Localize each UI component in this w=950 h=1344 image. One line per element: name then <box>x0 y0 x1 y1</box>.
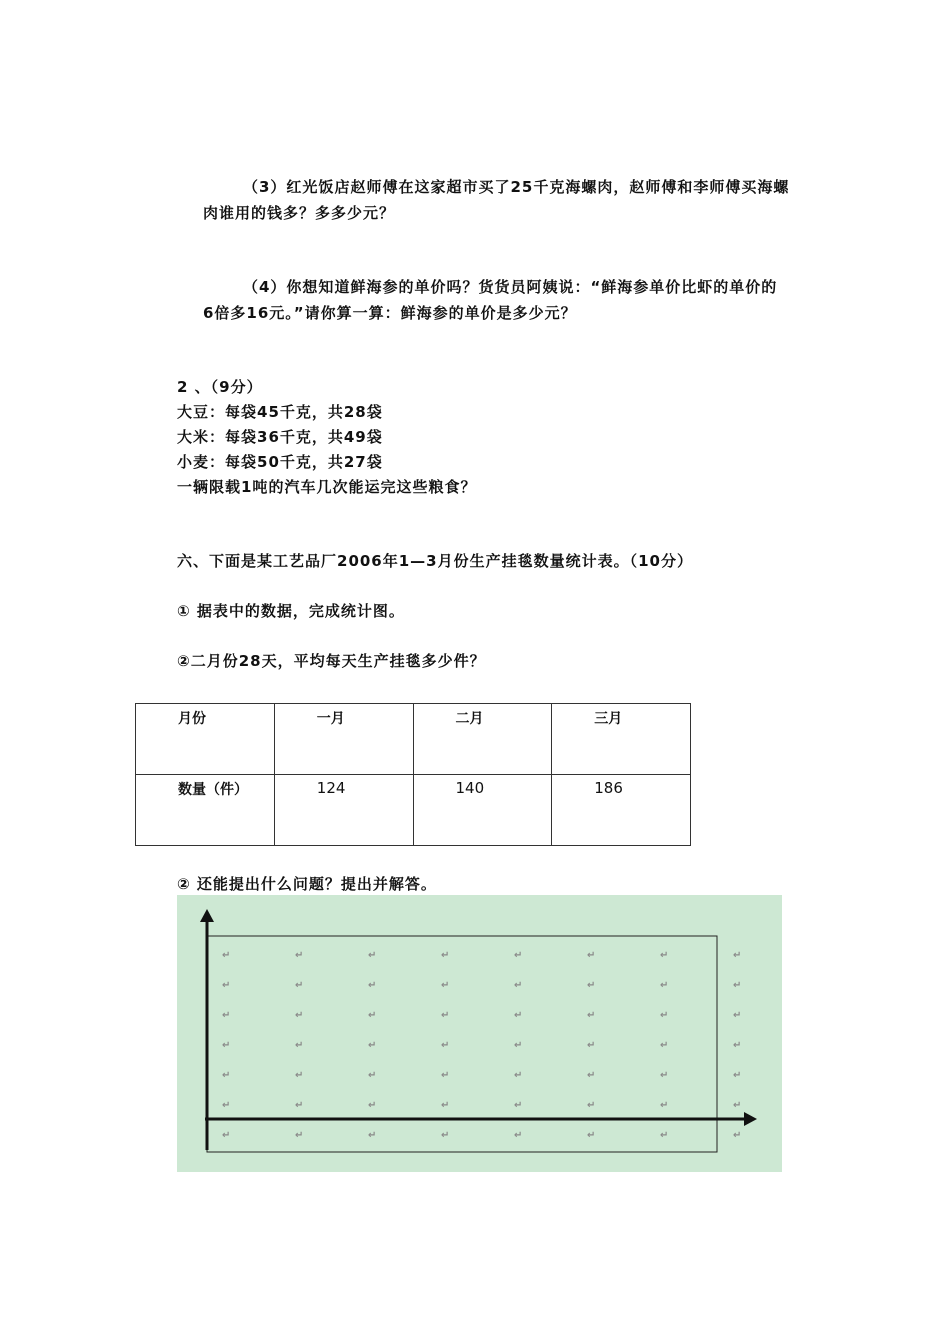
q3-line1: （3）红光饭店赵师傅在这家超市买了25千克海螺肉，赵师傅和李师傅买海螺 <box>243 178 790 196</box>
paragraph-mark: ↵ <box>587 1010 596 1021</box>
q4-line1: （4）你想知道鲜海参的单价吗？货货员阿姨说：“鲜海参单价比虾的单价的 <box>243 278 778 296</box>
paragraph-mark: ↵ <box>587 1040 596 1051</box>
paragraph-mark: ↵ <box>587 1100 596 1111</box>
paragraph-mark: ↵ <box>587 980 596 991</box>
paragraph-mark: ↵ <box>222 1130 231 1141</box>
table-cell: 140 <box>413 775 552 846</box>
table-header-cell: 三月 <box>552 704 691 775</box>
paragraph-mark: ↵ <box>222 1010 231 1021</box>
problem2-soybean: 大豆：每袋45千克，共28袋 <box>177 403 383 421</box>
problem2-heading: 2 、（9分） <box>177 378 263 396</box>
paragraph-mark: ↵ <box>733 1100 742 1111</box>
problem2-question: 一辆限载1吨的汽车几次能运完这些粮食？ <box>177 478 477 496</box>
paragraph-mark: ↵ <box>660 1100 669 1111</box>
paragraph-mark: ↵ <box>514 1070 523 1081</box>
paragraph-mark: ↵ <box>660 950 669 961</box>
table-cell: 186 <box>552 775 691 846</box>
paragraph-mark: ↵ <box>587 950 596 961</box>
section6-task1: ① 据表中的数据，完成统计图。 <box>177 602 405 620</box>
paragraph-mark: ↵ <box>441 1130 450 1141</box>
paragraph-mark: ↵ <box>222 1100 231 1111</box>
table-cell: 124 <box>274 775 413 846</box>
paragraph-mark: ↵ <box>514 1010 523 1021</box>
paragraph-mark: ↵ <box>222 1040 231 1051</box>
paragraph-mark: ↵ <box>660 1040 669 1051</box>
problem2-rice: 大米：每袋36千克，共49袋 <box>177 428 383 446</box>
paragraph-mark: ↵ <box>368 950 377 961</box>
paragraph-mark: ↵ <box>660 980 669 991</box>
paragraph-mark: ↵ <box>514 1130 523 1141</box>
paragraph-mark: ↵ <box>222 950 231 961</box>
paragraph-mark: ↵ <box>660 1070 669 1081</box>
paragraph-mark: ↵ <box>441 1040 450 1051</box>
paragraph-mark: ↵ <box>368 1100 377 1111</box>
paragraph-mark: ↵ <box>295 1040 304 1051</box>
paragraph-mark: ↵ <box>368 1070 377 1081</box>
paragraph-mark: ↵ <box>660 1010 669 1021</box>
paragraph-mark: ↵ <box>587 1070 596 1081</box>
paragraph-mark: ↵ <box>733 1070 742 1081</box>
problem2-wheat: 小麦：每袋50千克，共27袋 <box>177 453 383 471</box>
y-axis-arrow <box>200 909 214 922</box>
table-header-cell: 一月 <box>274 704 413 775</box>
paragraph-mark: ↵ <box>733 1040 742 1051</box>
section6-heading: 六、下面是某工艺品厂2006年1—3月份生产挂毯数量统计表。（10分） <box>177 552 693 570</box>
paragraph-mark: ↵ <box>368 1130 377 1141</box>
paragraph-mark: ↵ <box>368 1010 377 1021</box>
q4-line2: 6倍多16元。”请你算一算：鲜海参的单价是多少元？ <box>203 304 577 322</box>
paragraph-mark: ↵ <box>733 1010 742 1021</box>
paragraph-mark: ↵ <box>295 1010 304 1021</box>
paragraph-mark: ↵ <box>441 980 450 991</box>
paragraph-mark: ↵ <box>441 1070 450 1081</box>
paragraph-mark: ↵ <box>514 980 523 991</box>
paragraph-mark: ↵ <box>368 1040 377 1051</box>
x-axis-arrow <box>744 1112 757 1126</box>
paragraph-mark: ↵ <box>222 980 231 991</box>
paragraph-mark: ↵ <box>295 1070 304 1081</box>
paragraph-mark: ↵ <box>295 1130 304 1141</box>
paragraph-mark: ↵ <box>295 980 304 991</box>
section6-task3: ② 还能提出什么问题？提出并解答。 <box>177 875 437 893</box>
paragraph-marks <box>222 950 741 1141</box>
paragraph-mark: ↵ <box>514 1040 523 1051</box>
paragraph-mark: ↵ <box>368 980 377 991</box>
paragraph-mark: ↵ <box>222 1070 231 1081</box>
paragraph-mark: ↵ <box>514 1100 523 1111</box>
paragraph-mark: ↵ <box>514 950 523 961</box>
section6-task2: ②二月份28天，平均每天生产挂毯多少件？ <box>177 652 486 670</box>
paragraph-mark: ↵ <box>733 1130 742 1141</box>
paragraph-mark: ↵ <box>441 1100 450 1111</box>
q3-line2: 肉谁用的钱多？多多少元？ <box>203 204 396 222</box>
table-row-label: 数量（件） <box>136 775 275 846</box>
paragraph-mark: ↵ <box>660 1130 669 1141</box>
table-header-cell: 二月 <box>413 704 552 775</box>
paragraph-mark: ↵ <box>441 950 450 961</box>
paragraph-mark: ↵ <box>733 950 742 961</box>
paragraph-mark: ↵ <box>295 950 304 961</box>
paragraph-mark: ↵ <box>441 1010 450 1021</box>
table-header-cell: 月份 <box>136 704 275 775</box>
paragraph-mark: ↵ <box>587 1130 596 1141</box>
paragraph-mark: ↵ <box>733 980 742 991</box>
paragraph-mark: ↵ <box>295 1100 304 1111</box>
